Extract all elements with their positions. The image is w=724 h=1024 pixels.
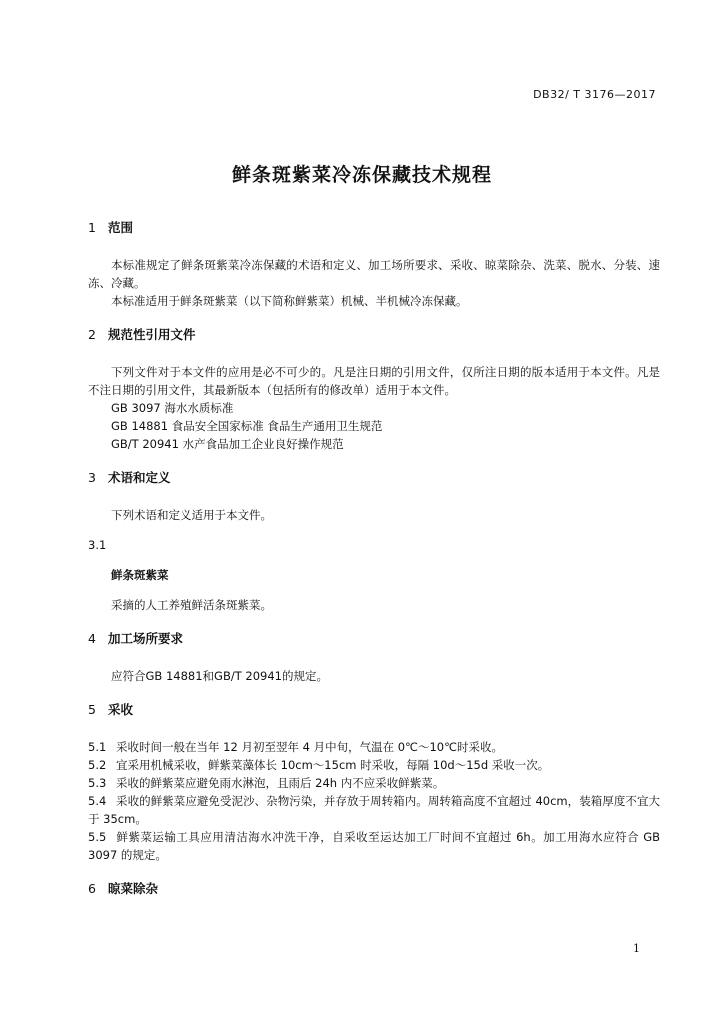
- section-3-paragraph-1: 下列术语和定义适用于本文件。: [111, 508, 272, 522]
- section-heading-6: 6 晾菜除杂: [88, 881, 159, 896]
- document-body: [88, 219, 660, 898]
- section-heading-2: 2 规范性引用文件: [88, 327, 196, 342]
- section-4-paragraph-1: 应符合GB 14881和GB/T 20941的规定。: [111, 669, 328, 683]
- reference-item: GB 14881 食品安全国家标准 食品生产通用卫生规范: [111, 419, 383, 433]
- term-number: 3.1: [88, 538, 107, 552]
- section-heading-4: 4 加工场所要求: [88, 631, 184, 646]
- document-title: 鲜条斑紫菜冷冻保藏技术规程: [231, 164, 492, 186]
- clause-item: 5.3 采收的鲜紫菜应避免雨水淋泡，且雨后 24h 内不应采收鲜紫菜。: [88, 776, 445, 790]
- clause-item: 5.4 采收的鲜紫菜应避免受泥沙、杂物污染，并存放于周转箱内。周转箱高度不宜超过 40cm，装箱厚度不宜大于 35cm。: [88, 794, 660, 826]
- section-1-paragraph-1: 本标准规定了鲜条斑紫菜冷冻保藏的术语和定义、加工场所要求、采收、晾菜除杂、洗菜、脱水、分装、速冻、冷藏。: [88, 258, 660, 290]
- section-1-paragraph-2: 本标准适用于鲜条斑紫菜（以下简称鲜紫菜）机械、半机械冷冻保藏。: [111, 294, 468, 308]
- clause-item: 5.5 鲜紫菜运输工具应用清洁海水冲洗干净，自采收至运达加工厂时间不宜超过 6h。加工用海水应符合 GB 3097 的规定。: [88, 830, 660, 862]
- reference-item: GB 3097 海水水质标准: [111, 401, 234, 415]
- section-2-paragraph-1: 下列文件对于本文件的应用是必不可少的。凡是注日期的引用文件，仅所注日期的版本适用于本文件。凡是不注日期的引用文件，其最新版本（包括所有的修改单）适用于本文件。: [88, 365, 660, 397]
- section-heading-5: 5 采收: [88, 702, 134, 717]
- standard-number: DB32/ T 3176—2017: [533, 88, 656, 101]
- clause-item: 5.2 宜采用机械采收，鲜紫菜藻体长 10cm～15cm 时采收，每隔 10d～15d 采收一次。: [88, 758, 550, 772]
- page-number: 1: [633, 942, 640, 955]
- term-definition: 采摘的人工养殖鲜活条斑紫菜。: [111, 598, 272, 612]
- clause-item: 5.1 采收时间一般在当年 12 月初至翌年 4 月中旬，气温在 0℃～10℃时采收。: [88, 740, 504, 754]
- section-heading-1: 1 范围: [88, 220, 134, 235]
- term-name: 鲜条斑紫菜: [111, 568, 169, 582]
- section-heading-3: 3 术语和定义: [88, 470, 171, 485]
- reference-item: GB/T 20941 水产食品加工企业良好操作规范: [111, 437, 344, 451]
